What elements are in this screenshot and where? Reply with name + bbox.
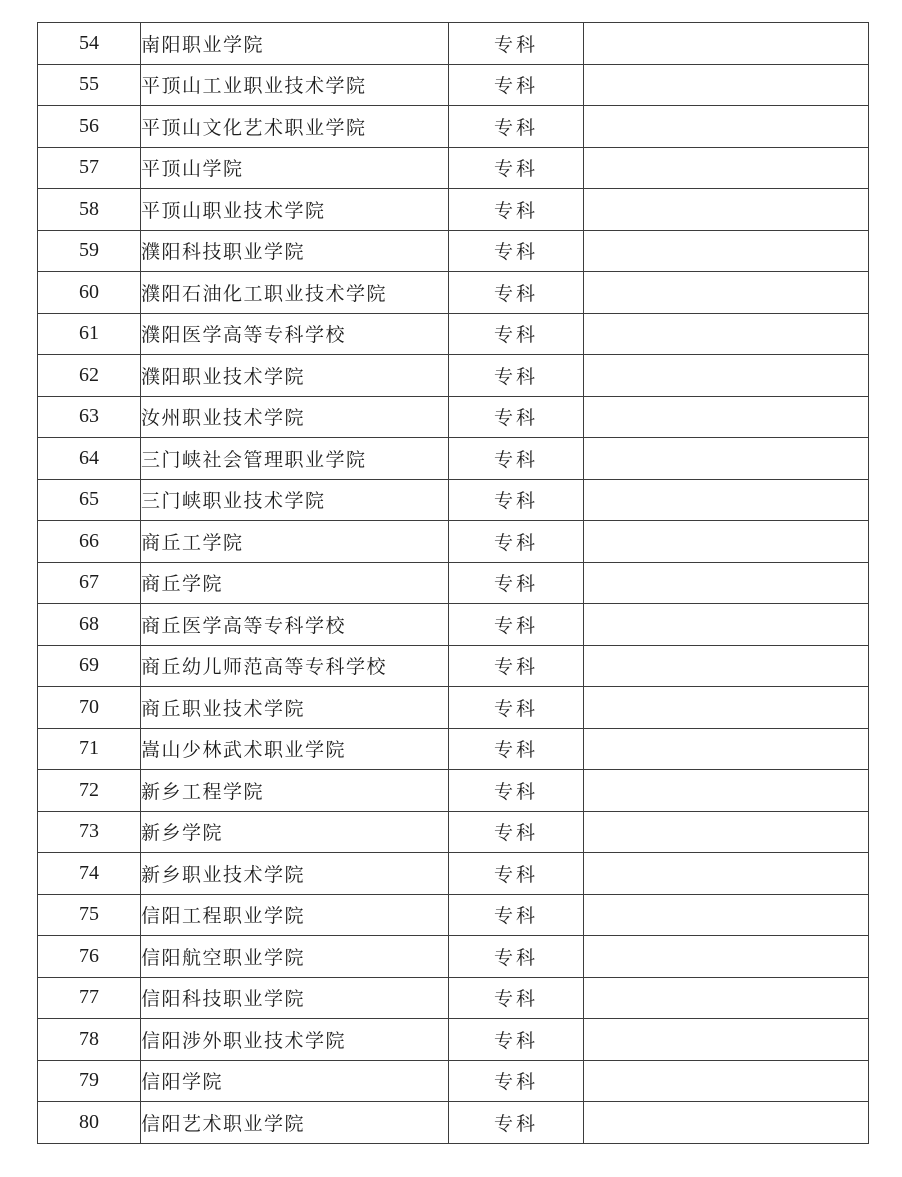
college-name: 商丘幼儿师范高等专科学校 (141, 645, 449, 687)
empty-note-cell (584, 106, 869, 148)
college-name: 濮阳石油化工职业技术学院 (141, 272, 449, 314)
education-level: 专科 (449, 23, 584, 65)
table-row (38, 728, 869, 770)
table-row (38, 106, 869, 148)
table-row (38, 1060, 869, 1102)
row-number: 80 (38, 1102, 141, 1144)
college-name: 新乡学院 (141, 811, 449, 853)
education-level: 专科 (449, 853, 584, 895)
college-name: 商丘工学院 (141, 521, 449, 563)
empty-note-cell (584, 562, 869, 604)
education-level: 专科 (449, 313, 584, 355)
education-level: 专科 (449, 521, 584, 563)
education-level: 专科 (449, 604, 584, 646)
table-row (38, 936, 869, 978)
education-level: 专科 (449, 645, 584, 687)
college-name: 平顶山工业职业技术学院 (141, 64, 449, 106)
colleges-table (37, 22, 869, 1144)
college-name: 信阳工程职业学院 (141, 894, 449, 936)
college-name: 三门峡社会管理职业学院 (141, 438, 449, 480)
empty-note-cell (584, 853, 869, 895)
empty-note-cell (584, 1102, 869, 1144)
table-row (38, 479, 869, 521)
education-level: 专科 (449, 1019, 584, 1061)
row-number: 57 (38, 147, 141, 189)
row-number: 74 (38, 853, 141, 895)
education-level: 专科 (449, 811, 584, 853)
row-number: 77 (38, 977, 141, 1019)
college-name: 商丘职业技术学院 (141, 687, 449, 729)
empty-note-cell (584, 23, 869, 65)
table-row (38, 313, 869, 355)
row-number: 62 (38, 355, 141, 397)
college-name: 平顶山文化艺术职业学院 (141, 106, 449, 148)
row-number: 56 (38, 106, 141, 148)
education-level: 专科 (449, 479, 584, 521)
table-row (38, 562, 869, 604)
college-name: 濮阳医学高等专科学校 (141, 313, 449, 355)
row-number: 70 (38, 687, 141, 729)
empty-note-cell (584, 396, 869, 438)
college-name: 三门峡职业技术学院 (141, 479, 449, 521)
college-name: 信阳航空职业学院 (141, 936, 449, 978)
table-row (38, 521, 869, 563)
empty-note-cell (584, 313, 869, 355)
table-row (38, 811, 869, 853)
colleges-table-body (38, 23, 869, 1144)
table-row (38, 64, 869, 106)
row-number: 79 (38, 1060, 141, 1102)
education-level: 专科 (449, 936, 584, 978)
empty-note-cell (584, 728, 869, 770)
education-level: 专科 (449, 64, 584, 106)
table-row (38, 355, 869, 397)
college-name: 平顶山职业技术学院 (141, 189, 449, 231)
row-number: 58 (38, 189, 141, 231)
college-name: 南阳职业学院 (141, 23, 449, 65)
college-name: 平顶山学院 (141, 147, 449, 189)
empty-note-cell (584, 189, 869, 231)
empty-note-cell (584, 438, 869, 480)
college-name: 信阳艺术职业学院 (141, 1102, 449, 1144)
table-row (38, 894, 869, 936)
college-name: 商丘学院 (141, 562, 449, 604)
empty-note-cell (584, 147, 869, 189)
college-name: 嵩山少林武术职业学院 (141, 728, 449, 770)
empty-note-cell (584, 355, 869, 397)
education-level: 专科 (449, 396, 584, 438)
empty-note-cell (584, 1060, 869, 1102)
empty-note-cell (584, 936, 869, 978)
row-number: 76 (38, 936, 141, 978)
empty-note-cell (584, 894, 869, 936)
table-row (38, 604, 869, 646)
table-row (38, 645, 869, 687)
table-row (38, 189, 869, 231)
empty-note-cell (584, 604, 869, 646)
college-name: 濮阳科技职业学院 (141, 230, 449, 272)
row-number: 71 (38, 728, 141, 770)
empty-note-cell (584, 272, 869, 314)
table-row (38, 770, 869, 812)
education-level: 专科 (449, 977, 584, 1019)
college-name: 信阳科技职业学院 (141, 977, 449, 1019)
college-name: 汝州职业技术学院 (141, 396, 449, 438)
row-number: 73 (38, 811, 141, 853)
row-number: 68 (38, 604, 141, 646)
college-name: 信阳涉外职业技术学院 (141, 1019, 449, 1061)
row-number: 67 (38, 562, 141, 604)
college-name: 信阳学院 (141, 1060, 449, 1102)
empty-note-cell (584, 1019, 869, 1061)
row-number: 69 (38, 645, 141, 687)
education-level: 专科 (449, 355, 584, 397)
empty-note-cell (584, 479, 869, 521)
education-level: 专科 (449, 147, 584, 189)
education-level: 专科 (449, 1060, 584, 1102)
empty-note-cell (584, 645, 869, 687)
row-number: 65 (38, 479, 141, 521)
table-row (38, 1102, 869, 1144)
education-level: 专科 (449, 894, 584, 936)
education-level: 专科 (449, 728, 584, 770)
table-row (38, 1019, 869, 1061)
table-row (38, 272, 869, 314)
row-number: 78 (38, 1019, 141, 1061)
education-level: 专科 (449, 438, 584, 480)
education-level: 专科 (449, 189, 584, 231)
education-level: 专科 (449, 562, 584, 604)
table-row (38, 147, 869, 189)
empty-note-cell (584, 64, 869, 106)
college-name: 濮阳职业技术学院 (141, 355, 449, 397)
row-number: 63 (38, 396, 141, 438)
education-level: 专科 (449, 230, 584, 272)
table-row (38, 977, 869, 1019)
row-number: 72 (38, 770, 141, 812)
empty-note-cell (584, 770, 869, 812)
table-row (38, 396, 869, 438)
education-level: 专科 (449, 106, 584, 148)
row-number: 60 (38, 272, 141, 314)
education-level: 专科 (449, 770, 584, 812)
college-name: 新乡职业技术学院 (141, 853, 449, 895)
empty-note-cell (584, 521, 869, 563)
table-row (38, 687, 869, 729)
row-number: 66 (38, 521, 141, 563)
row-number: 75 (38, 894, 141, 936)
empty-note-cell (584, 687, 869, 729)
table-row (38, 23, 869, 65)
row-number: 61 (38, 313, 141, 355)
college-name: 商丘医学高等专科学校 (141, 604, 449, 646)
empty-note-cell (584, 230, 869, 272)
table-row (38, 438, 869, 480)
row-number: 55 (38, 64, 141, 106)
empty-note-cell (584, 977, 869, 1019)
table-row (38, 230, 869, 272)
colleges-table-container (37, 22, 869, 1144)
table-row (38, 853, 869, 895)
education-level: 专科 (449, 272, 584, 314)
college-name: 新乡工程学院 (141, 770, 449, 812)
row-number: 59 (38, 230, 141, 272)
education-level: 专科 (449, 687, 584, 729)
row-number: 54 (38, 23, 141, 65)
empty-note-cell (584, 811, 869, 853)
education-level: 专科 (449, 1102, 584, 1144)
row-number: 64 (38, 438, 141, 480)
